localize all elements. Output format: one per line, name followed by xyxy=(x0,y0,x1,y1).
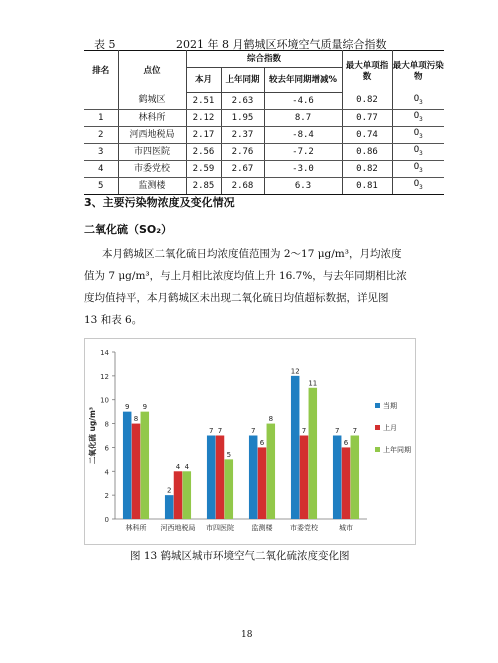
header-rank: 排名 xyxy=(84,51,118,93)
table-cell-site: 鹤城区 xyxy=(118,93,186,110)
table-cell-rank: 3 xyxy=(84,144,118,161)
pollutant-subscript: 3 xyxy=(419,132,423,140)
paragraph-line-2: 值为 7 μg/m³，与上月相比浓度均值上升 16.7%，与去年同期相比浓 xyxy=(84,270,407,282)
bar-5-2 xyxy=(351,436,360,520)
legend-swatch-0 xyxy=(375,403,380,408)
table-cell-max-index: 0.74 xyxy=(342,127,392,144)
table-cell-rank: 5 xyxy=(84,178,118,195)
x-tick-label: 林科所 xyxy=(125,524,147,532)
table-cell-change: -4.6 xyxy=(264,93,342,110)
data-label: 4 xyxy=(184,462,190,471)
data-label: 4 xyxy=(175,462,181,471)
y-tick-label: 2 xyxy=(104,492,109,501)
pollutant-symbol: O xyxy=(413,128,420,139)
table-cell-this-month: 2.59 xyxy=(186,161,221,178)
table-cell-max-index: 0.82 xyxy=(342,93,392,110)
bar-4-0 xyxy=(291,376,300,519)
bar-5-0 xyxy=(333,436,342,520)
bar-1-2 xyxy=(183,471,192,519)
data-label: 7 xyxy=(301,427,307,435)
legend-label: 上年同期 xyxy=(383,446,411,454)
table-row xyxy=(84,144,444,161)
y-tick-label: 8 xyxy=(104,420,109,429)
table-cell-this-month: 2.17 xyxy=(186,127,221,144)
bar-2-2 xyxy=(225,459,234,519)
table-cell-site: 监测楼 xyxy=(118,178,186,195)
table-cell-pollutant xyxy=(392,93,444,110)
table-cell-max-index: 0.81 xyxy=(342,178,392,195)
pollutant-symbol: O xyxy=(413,162,420,173)
x-tick-label: 监测楼 xyxy=(251,524,273,532)
bar-3-2 xyxy=(267,424,276,519)
table-cell-this-month: 2.56 xyxy=(186,144,221,161)
paragraph-line-4: 13 和表 6。 xyxy=(84,314,143,326)
data-label: 7 xyxy=(217,427,223,435)
table-cell-this-month: 2.12 xyxy=(186,110,221,127)
pollutant-subscript: 3 xyxy=(419,183,423,191)
table-cell-pollutant xyxy=(392,144,444,161)
bar-1-1 xyxy=(174,471,183,519)
bar-4-1 xyxy=(300,436,309,520)
bar-3-0 xyxy=(249,436,258,520)
pollutant-subscript: 3 xyxy=(419,98,423,106)
y-tick-label: 10 xyxy=(100,396,109,405)
table-cell-pollutant xyxy=(392,110,444,127)
bar-0-0 xyxy=(123,412,132,519)
table-cell-pollutant xyxy=(392,178,444,195)
table-cell-change: 8.7 xyxy=(264,110,342,127)
x-tick-label: 河西地税局 xyxy=(160,524,196,532)
table-cell-rank: 2 xyxy=(84,127,118,144)
table-cell-rank xyxy=(84,93,118,110)
paragraph-line-1: 本月鹤城区二氧化硫日均浓度值范围为 2～17 μg/m³，月均浓度 xyxy=(102,248,402,260)
table-row xyxy=(84,127,444,144)
x-tick-label: 市四医院 xyxy=(206,524,234,532)
bar-1-0 xyxy=(165,495,174,519)
table-cell-this-month: 2.51 xyxy=(186,93,221,110)
data-label: 6 xyxy=(259,438,265,447)
header-change: 较去年同期增减% xyxy=(264,68,342,93)
subheading-so2: 二氧化硫（SO₂） xyxy=(84,223,173,236)
y-tick-label: 14 xyxy=(100,349,109,357)
table-cell-last-year: 2.37 xyxy=(221,127,264,144)
bar-3-1 xyxy=(258,447,267,519)
y-tick-label: 6 xyxy=(104,444,109,453)
x-tick-label: 城市 xyxy=(339,524,353,532)
data-label: 11 xyxy=(308,379,318,388)
table-cell-max-index: 0.77 xyxy=(342,110,392,127)
air-quality-index-table xyxy=(84,50,444,195)
table-cell-site: 林科所 xyxy=(118,110,186,127)
legend-swatch-1 xyxy=(375,425,380,430)
table-cell-rank: 4 xyxy=(84,161,118,178)
legend-label: 上月 xyxy=(383,424,397,432)
table-cell-site: 河西地税局 xyxy=(118,127,186,144)
table-row xyxy=(84,178,444,195)
table-cell-site: 市四医院 xyxy=(118,144,186,161)
header-composite-index: 综合指数 xyxy=(186,51,342,68)
table-cell-this-month: 2.85 xyxy=(186,178,221,195)
data-label: 6 xyxy=(343,438,349,447)
figure-caption: 图 13 鹤城区城市环境空气二氧化硫浓度变化图 xyxy=(130,550,350,562)
section-heading: 3、主要污染物浓度及变化情况 xyxy=(84,196,235,209)
header-this-month: 本月 xyxy=(186,68,221,93)
table-cell-last-year: 1.95 xyxy=(221,110,264,127)
table-row xyxy=(84,110,444,127)
pollutant-subscript: 3 xyxy=(419,115,423,123)
table-title: 2021 年 8 月鹤城区环境空气质量综合指数 xyxy=(176,38,387,51)
header-last-year: 上年同期 xyxy=(221,68,264,93)
table-number: 表 5 xyxy=(94,38,116,51)
data-label: 7 xyxy=(352,427,358,435)
table-cell-change: -7.2 xyxy=(264,144,342,161)
data-label: 5 xyxy=(226,450,232,459)
header-site: 点位 xyxy=(118,51,186,93)
page-number: 18 xyxy=(241,630,253,640)
y-axis-title: 二氧化硫 ug/m³ xyxy=(88,406,97,465)
pollutant-symbol: O xyxy=(413,145,420,156)
table-row xyxy=(84,161,444,178)
so2-bar-chart xyxy=(84,338,416,545)
data-label: 8 xyxy=(268,415,274,424)
table-cell-change: 6.3 xyxy=(264,178,342,195)
chart-svg xyxy=(85,339,415,544)
data-label: 9 xyxy=(142,403,148,412)
bar-5-1 xyxy=(342,447,351,519)
table-cell-rank: 1 xyxy=(84,110,118,127)
data-label: 7 xyxy=(208,427,214,435)
x-tick-label: 市委党校 xyxy=(290,524,318,532)
pollutant-symbol: O xyxy=(413,111,420,122)
y-tick-label: 12 xyxy=(100,372,109,381)
table-row xyxy=(84,93,444,110)
y-tick-label: 4 xyxy=(104,468,109,477)
header-max-pollutant: 最大单项污染物 xyxy=(392,51,444,93)
table-cell-max-index: 0.82 xyxy=(342,161,392,178)
table-caption xyxy=(84,36,444,50)
table-cell-last-year: 2.76 xyxy=(221,144,264,161)
data-label: 8 xyxy=(133,415,139,424)
pollutant-subscript: 3 xyxy=(419,149,423,157)
table-cell-last-year: 2.67 xyxy=(221,161,264,178)
y-tick-label: 0 xyxy=(104,516,109,524)
table-cell-pollutant xyxy=(392,161,444,178)
table-cell-max-index: 0.86 xyxy=(342,144,392,161)
table-cell-pollutant xyxy=(392,127,444,144)
paragraph-line-3: 度均值持平，本月鹤城区未出现二氧化硫日均值超标数据，详见图 xyxy=(84,292,389,304)
pollutant-symbol: O xyxy=(413,179,420,190)
table-cell-last-year: 2.63 xyxy=(221,93,264,110)
data-label: 9 xyxy=(124,403,130,412)
bar-0-1 xyxy=(132,424,141,519)
data-label: 2 xyxy=(166,486,172,495)
bar-2-1 xyxy=(216,436,225,520)
table-cell-change: -8.4 xyxy=(264,127,342,144)
data-label: 12 xyxy=(290,367,300,376)
bar-2-0 xyxy=(207,436,216,520)
pollutant-symbol: O xyxy=(413,93,420,104)
legend-label: 当期 xyxy=(383,402,397,410)
bar-0-2 xyxy=(141,412,150,519)
data-label: 7 xyxy=(250,427,256,435)
table-cell-site: 市委党校 xyxy=(118,161,186,178)
legend-swatch-2 xyxy=(375,447,380,452)
pollutant-subscript: 3 xyxy=(419,166,423,174)
data-label: 7 xyxy=(334,427,340,435)
table-cell-change: -3.0 xyxy=(264,161,342,178)
table-body xyxy=(84,93,444,195)
bar-4-2 xyxy=(309,388,318,519)
header-max-index: 最大单项指数 xyxy=(342,51,392,93)
table-cell-last-year: 2.68 xyxy=(221,178,264,195)
